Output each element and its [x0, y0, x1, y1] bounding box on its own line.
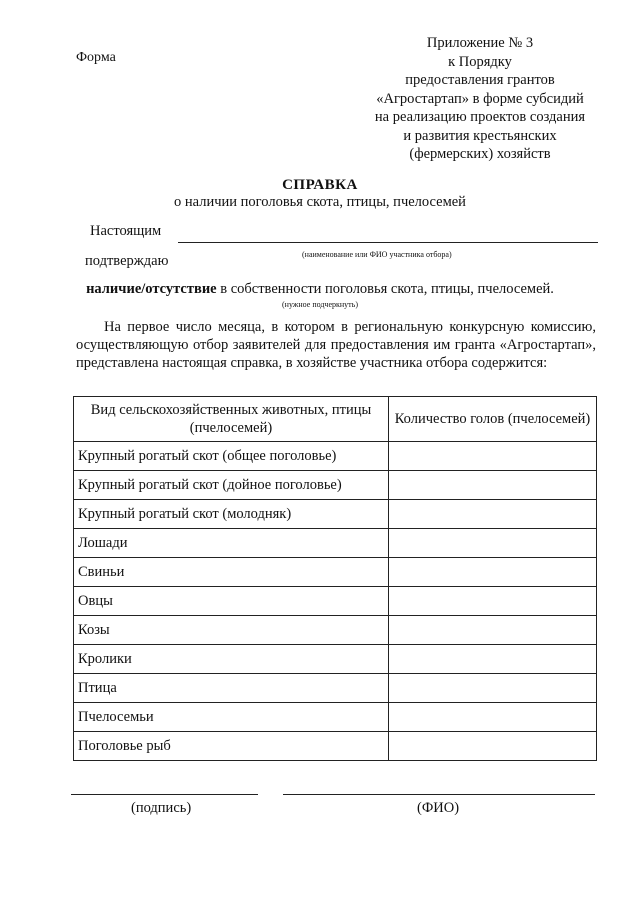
count-cell[interactable] [389, 529, 597, 558]
form-label: Форма [76, 50, 116, 65]
count-cell[interactable] [389, 703, 597, 732]
count-cell[interactable] [389, 674, 597, 703]
animal-type-cell: Птица [74, 674, 389, 703]
annex-line: (фермерских) хозяйств [409, 146, 551, 162]
signature-label: (подпись) [131, 800, 192, 816]
presence-choice[interactable]: наличие/отсутствие [86, 281, 217, 297]
count-cell[interactable] [389, 645, 597, 674]
count-cell[interactable] [389, 442, 597, 471]
animal-type-cell: Пчелосемьи [74, 703, 389, 732]
participant-name-field[interactable] [178, 242, 598, 243]
presence-statement [0, 281, 640, 298]
count-cell[interactable] [389, 558, 597, 587]
table-row [74, 442, 597, 471]
count-cell[interactable] [389, 732, 597, 761]
table-row [74, 703, 597, 732]
confirm-word-1: Настоящим [90, 223, 162, 239]
animal-type-cell: Козы [74, 616, 389, 645]
animal-type-cell: Свиньи [74, 558, 389, 587]
table-row [74, 674, 597, 703]
table-row [74, 471, 597, 500]
participant-name-hint: (наименование или ФИО участника отбора) [302, 250, 452, 259]
annex-block [360, 34, 600, 164]
table-row [74, 587, 597, 616]
table-row [74, 529, 597, 558]
document-subtitle: о наличии поголовья скота, птицы, пчелосемей [174, 194, 466, 210]
livestock-table [73, 396, 597, 761]
animal-type-cell: Лошади [74, 529, 389, 558]
animal-type-cell: Крупный рогатый скот (общее поголовье) [74, 442, 389, 471]
table-row [74, 616, 597, 645]
annex-line: предоставления грантов [405, 72, 555, 88]
full-name-label: (ФИО) [417, 800, 460, 816]
annex-line: и развития крестьянских [403, 127, 557, 144]
presence-rest: в собственности поголовья скота, птицы, пчелосемей. [216, 281, 554, 297]
animal-type-cell: Крупный рогатый скот (молодняк) [74, 500, 389, 529]
confirm-word-2: подтверждаю [85, 253, 169, 269]
header-count: Количество голов (пчелосемей) [389, 397, 597, 442]
animal-type-cell: Кролики [74, 645, 389, 674]
underline-hint: (нужное подчеркнуть) [282, 300, 358, 309]
intro-paragraph [76, 318, 596, 372]
table-row [74, 500, 597, 529]
full-name-line[interactable] [283, 794, 595, 795]
count-cell[interactable] [389, 616, 597, 645]
table-row [74, 732, 597, 761]
signature-line[interactable] [71, 794, 258, 795]
table-header-row [74, 397, 597, 442]
annex-line: «Агростартап» в форме субсидий [376, 90, 584, 107]
document-title: СПРАВКА [282, 177, 358, 193]
animal-type-cell: Поголовье рыб [74, 732, 389, 761]
count-cell[interactable] [389, 500, 597, 529]
intro-text: На первое число месяца, в котором в региональную конкурсную комиссию, осуществляющую отбор заявителей для предоставления им гранта «Агростартап», представлена настоящая справка, в хозяйстве участника отбора содержится: [76, 319, 596, 371]
animal-type-cell: Крупный рогатый скот (дойное поголовье) [74, 471, 389, 500]
count-cell[interactable] [389, 587, 597, 616]
animal-type-cell: Овцы [74, 587, 389, 616]
annex-line: на реализацию проектов создания [374, 109, 586, 125]
table-row [74, 558, 597, 587]
header-animal-type: Вид сельскохозяйственных животных, птицы (пчелосемей) [74, 397, 389, 442]
annex-line: к Порядку [448, 53, 512, 70]
count-cell[interactable] [389, 471, 597, 500]
annex-line: Приложение № 3 [426, 35, 534, 51]
table-row [74, 645, 597, 674]
